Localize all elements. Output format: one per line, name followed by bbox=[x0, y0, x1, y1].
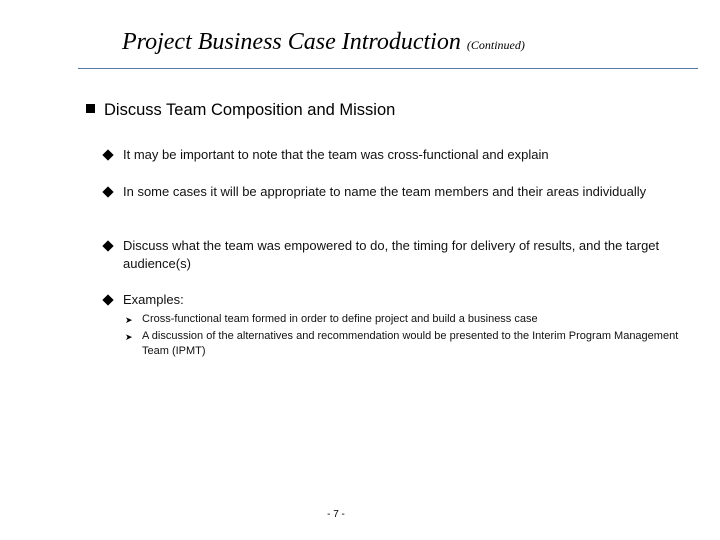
bullet-point-1: It may be important to note that the team was cross-functional and explain bbox=[123, 147, 549, 162]
example-item-1: Cross-functional team formed in order to define project and build a business case bbox=[142, 313, 538, 325]
diamond-bullet-icon bbox=[102, 149, 113, 160]
square-bullet-icon bbox=[86, 104, 95, 113]
page-number: - 7 - bbox=[327, 509, 345, 520]
slide-title bbox=[122, 28, 525, 59]
title-divider bbox=[78, 68, 698, 69]
slide-title-suffix: (Continued) bbox=[466, 38, 525, 52]
arrowhead-bullet-icon: ➤ bbox=[125, 332, 133, 342]
section-heading: Discuss Team Composition and Mission bbox=[104, 101, 396, 119]
diamond-bullet-icon bbox=[102, 186, 113, 197]
bullet-point-2: In some cases it will be appropriate to name the team members and their areas individually bbox=[123, 184, 647, 199]
bullet-point-4: Examples: bbox=[123, 292, 184, 307]
slide-title-text: Project Business Case Introduction bbox=[122, 29, 461, 55]
example-item-2: A discussion of the alternatives and recommendation would be presented to the Interim Program Management Team (IPMT) bbox=[142, 330, 679, 357]
diamond-bullet-icon bbox=[102, 240, 113, 251]
bullet-point-3: Discuss what the team was empowered to do, the timing for delivery of results, and the target audience(s) bbox=[123, 238, 660, 271]
arrowhead-bullet-icon: ➤ bbox=[125, 315, 133, 325]
diamond-bullet-icon bbox=[102, 294, 113, 305]
